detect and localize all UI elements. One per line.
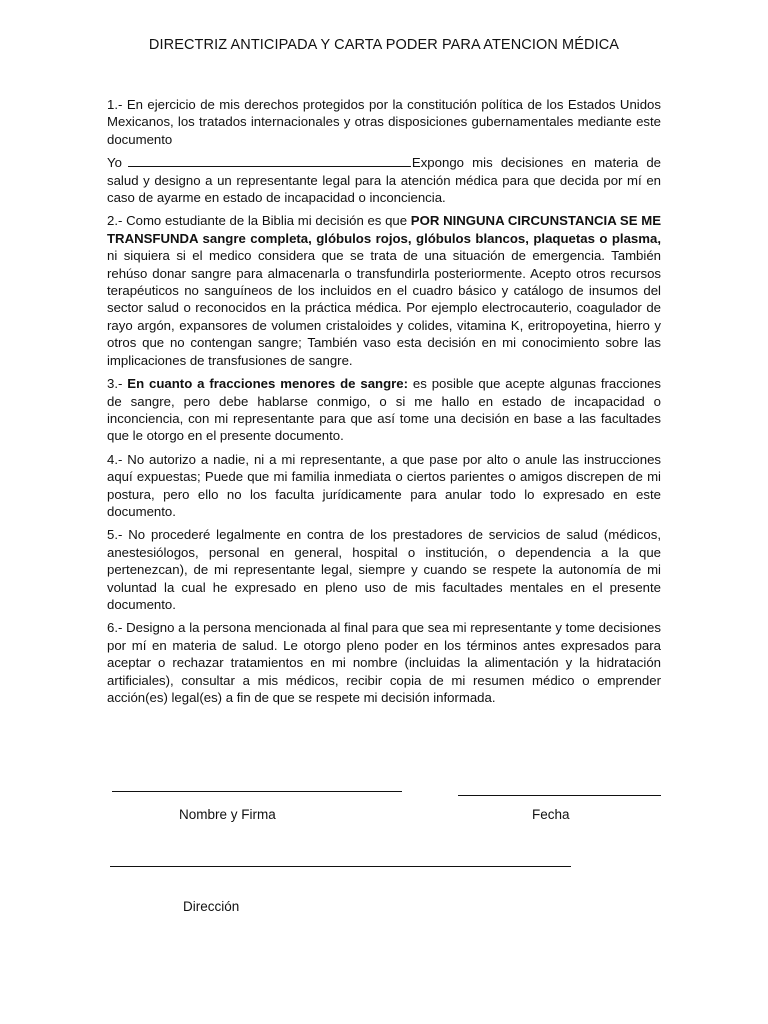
paragraph-2-emphasis: POR NINGUNA CIRCUNSTANCIA SE ME TRANSFUNDA sangre completa, glóbulos rojos, glóbulos blancos, plaquetas o plasma, — [107, 213, 661, 246]
address-line — [110, 866, 571, 867]
paragraph-4: 4.- No autorizo a nadie, ni a mi representante, a que pase por alto o anule las instrucciones aquí expuestas; Puede que mi familia inmediata o ciertos parientes o amigos discrepen de mi postura, pero ello no los faculta jurídicamente para anular todo lo expresado en este documento. — [107, 451, 661, 519]
paragraph-2 — [107, 212, 661, 369]
yo-label: Yo — [107, 155, 122, 171]
paragraph-3-emphasis: En cuanto a fracciones menores de sangre: — [127, 376, 409, 392]
paragraph-5: 5.- No procederé legalmente en contra de los prestadores de servicios de salud (médicos, anestesiólogos, personal en general, hospital o institución, o dependencia a la que pertenezcan), de mi representante legal, siempre y cuando se respete la autonomía de mi voluntad la cual he expresado en pleno uso de mis facultades mentales en el presente documento. — [107, 527, 661, 612]
paragraph-3-rest: es posible que acepte algunas fracciones de sangre, pero debe hablarse conmigo, o si me hallo en estado de incapacidad o inconciencia, con mi representante para que así tome una decisión en base a las facultades que le otorgo en el presente documento. — [107, 376, 661, 444]
yo-text: Expongo mis decisiones en materia de salud y designo a un representante legal para la atención médica para que decida por mí en caso de ayarme en estado de incapacidad o inconciencia. — [107, 155, 661, 206]
document-body — [107, 96, 661, 712]
name-blank-line — [128, 156, 411, 167]
paragraph-6: 6.- Designo a la persona mencionada al final para que sea mi representante y tome decisiones por mí en materia de salud. Le otorgo pleno poder en los términos antes expresados para aceptar o rechazar tratamientos en mi nombre (incluidas la alimentación y la hidratación artificiales), consultar a mis médicos, recibir copia de mi resumen médico o emprender acción(es) legal(es) a fin de que se respete mi decisión informada. — [107, 620, 661, 705]
paragraph-2-rest: ni siquiera si el medico considera que se trata de una situación de emergencia. También rehúso donar sangre para almacenarla o transfundirla posteriormente. Acepto otros recursos terapéuticos no sanguíneos de los incluidos en el cuadro básico y catálogo de insumos del sector salud o reconocidos en la práctica médica. Por ejemplo electrocauterio, coagulador de rayo argón, expansores de volumen cristaloides y colides, vitamina K, eritropoyetina, hierro y otros que no contengan sangre; También vaso esta decisión en mi conocimiento sobre las implicaciones de transfusiones de sangre. — [107, 248, 661, 368]
name-signature-line — [112, 791, 402, 792]
paragraph-2-intro: 2.- Como estudiante de la Biblia mi decisión es que — [107, 213, 411, 229]
name-signature-label: Nombre y Firma — [179, 807, 276, 822]
date-line — [458, 795, 661, 796]
address-label: Dirección — [183, 899, 240, 914]
date-label: Fecha — [532, 807, 570, 822]
paragraph-3-number: 3.- — [107, 376, 128, 392]
paragraph-1: 1.- En ejercicio de mis derechos protegidos por la constitución política de los Estados Unidos Mexicanos, los tratados internacionales y otras disposiciones gubernamentales mediante este documento — [107, 97, 661, 147]
paragraph-yo — [107, 154, 661, 206]
document-title: DIRECTRIZ ANTICIPADA Y CARTA PODER PARA ATENCION MÉDICA — [148, 37, 620, 53]
paragraph-3 — [107, 375, 661, 445]
